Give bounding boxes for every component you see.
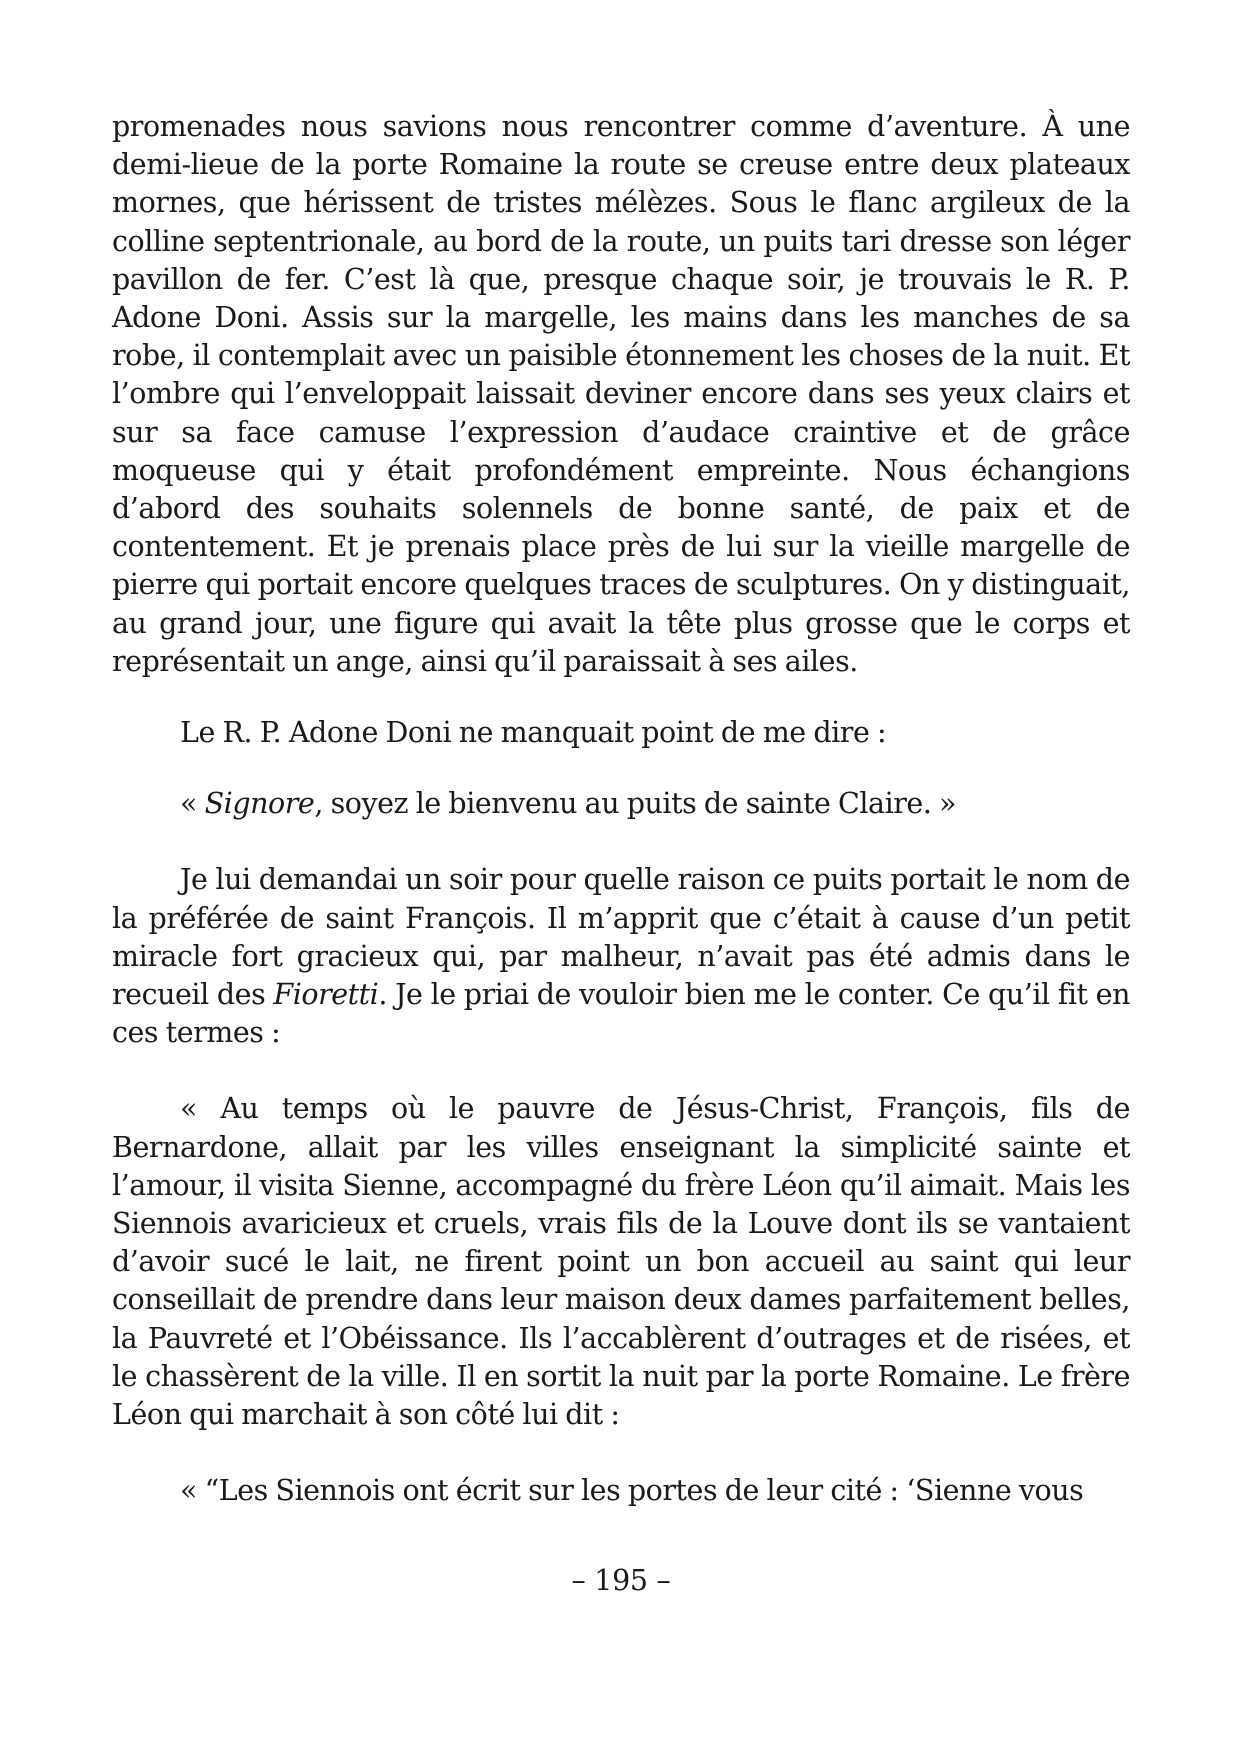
paragraph-story: « Au temps où le pauvre de Jésus-Christ, François, fils de Bernardone, allait par les villes enseignant la simplicité sainte et l’amour, il visita Sienne, accompagné du frère Léon qu’il aimait. Mais les Siennois avaricieux et cruels, vrais fils de la Louve dont ils se vantaient d’avoir sucé le lait, ne firent point un bon accueil au saint qui leur conseillait de prendre dans leur maison deux dames parfaitement belles, la Pauvreté et l’Obéissance. Ils l’accablèrent d’outrages et de risées, et le chassèrent de la ville. Il en sortit la nuit par la porte Romaine. Le frère Léon qui marchait à son côté lui dit : [112, 1092, 1130, 1432]
paragraph-continuation: « “Les Siennois ont écrit sur les portes de leur cité : ‘Sienne vous [180, 1474, 1084, 1508]
page-body [112, 108, 1130, 1511]
italic-signore: Signore [204, 787, 315, 821]
quote-open: « [180, 787, 205, 821]
italic-fioretti: Fioretti [273, 978, 379, 1012]
greeting-rest: , soyez le bienvenu au puits de sainte Claire. » [314, 787, 957, 821]
question-before: Je lui demandai un soir pour quelle raison ce puits portait le nom de la préférée de saint François. Il m’apprit que c’était à cause d’un petit miracle fort gracieux qui, par malheur, n’avait pas été admis dans le recueil des [112, 863, 1130, 1012]
paragraph-greeting [112, 785, 1130, 823]
question-after: . Je le priai de vouloir bien me le conter. Ce qu’il fit en ces termes : [112, 978, 1131, 1050]
page-number: – 195 – [571, 1564, 671, 1597]
paragraph-intro: promenades nous savions nous rencontrer comme d’aventure. À une demi-lieue de la porte Romaine la route se creuse entre deux plateaux mornes, que hérissent de tristes mélèzes. Sous le flanc argileux de la colline septentrionale, au bord de la route, un puits tari dresse son léger pavillon de fer. C’est là que, presque chaque soir, je trouvais le R. P. Adone Doni. Assis sur la margelle, les mains dans les manches de sa robe, il contemplait avec un paisible étonnement les choses de la nuit. Et l’ombre qui l’enveloppait laissait deviner encore dans ses yeux clairs et sur sa face camuse l’expression d’audace craintive et de grâce moqueuse qui y était profondément empreinte. Nous échangions d’abord des souhaits solennels de bonne santé, de paix et de contentement. Et je prenais place près de lui sur la vieille margelle de pierre qui portait encore quelques traces de sculptures. On y distinguait, au grand jour, une figure qui avait la tête plus grosse que le corps et représentait un ange, ainsi qu’il paraissait à ses ailes. [112, 110, 1130, 678]
paragraph-doni-says: Le R. P. Adone Doni ne manquait point de me dire : [180, 716, 887, 750]
paragraph-question [112, 861, 1130, 1052]
